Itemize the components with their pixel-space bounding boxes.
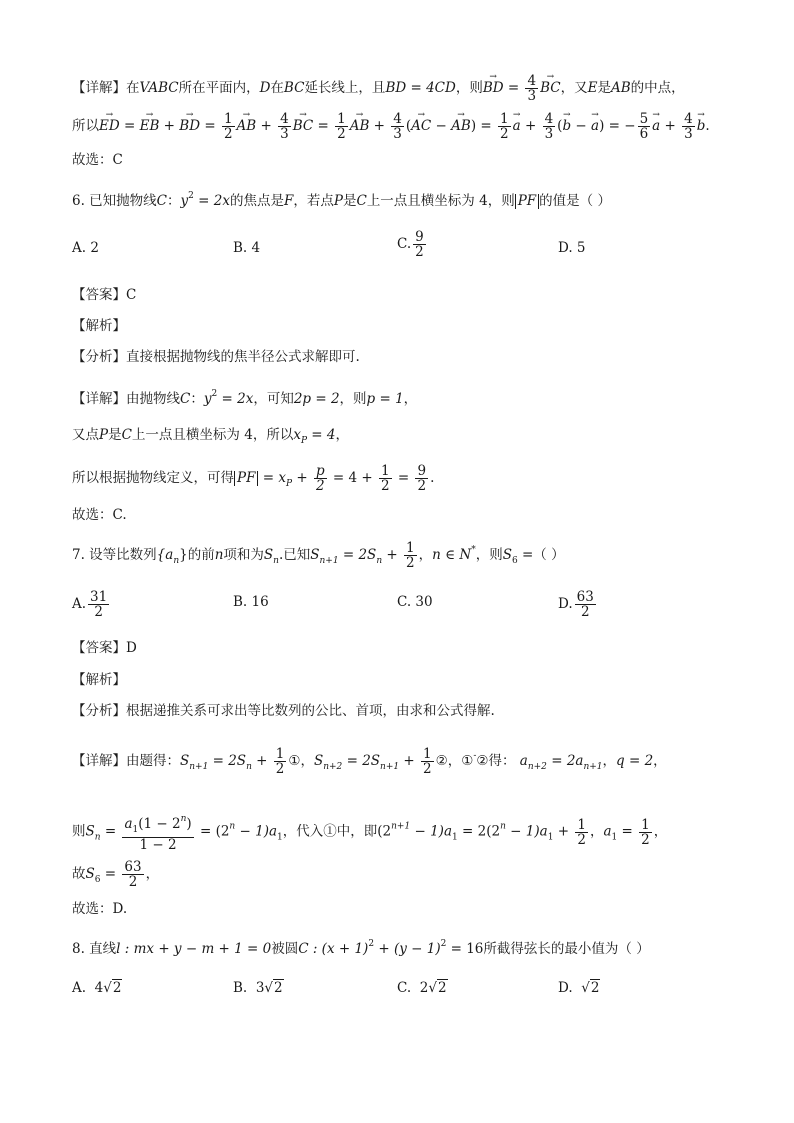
math: } (179, 547, 188, 563)
numerator: 1 (337, 111, 346, 127)
fraction (391, 112, 404, 141)
q7-analysis: 【解析】 (72, 672, 126, 688)
math: a (124, 816, 133, 832)
detail-label: 【详解】 (72, 80, 126, 96)
absolute-value: PF (234, 471, 258, 486)
q7-stem (72, 540, 565, 571)
numerator: 1 (380, 463, 390, 479)
math: S (502, 547, 512, 563)
math: n (214, 547, 224, 563)
text: ，则 (339, 391, 367, 407)
math: = (119, 118, 140, 134)
subscript: 6 (511, 556, 518, 566)
text: ， (653, 753, 667, 769)
subscript: n+1 (189, 762, 209, 772)
math: = 2(2 (457, 823, 501, 840)
denominator: 2 (500, 126, 509, 142)
q7-answer: 【答案】D (72, 640, 137, 656)
math: ( (405, 118, 412, 134)
numerator: 9 (415, 229, 424, 245)
subscript: P (300, 436, 308, 446)
denominator: 2 (580, 604, 590, 620)
absolute-value: PF (515, 194, 539, 209)
fraction (543, 112, 556, 141)
superscript: 2 (440, 939, 447, 949)
radicand: 2 (590, 980, 600, 996)
math: P (99, 427, 109, 443)
q7-option-b: B. 16 (233, 594, 269, 610)
math: − (431, 118, 452, 134)
math: AB (610, 80, 631, 96)
subscript: n+1 (319, 556, 339, 566)
math: S (310, 547, 320, 563)
fraction (88, 590, 109, 619)
math: ) = (470, 118, 497, 134)
q8-stem (72, 934, 650, 959)
square-root: √2 (581, 980, 600, 996)
q6-option-c (397, 230, 428, 259)
math: F (284, 193, 294, 209)
math: C (121, 427, 132, 443)
numerator: 63 (576, 589, 594, 605)
q6-choice: 故选：C. (72, 507, 127, 523)
math: . (430, 470, 435, 486)
math: = (313, 118, 334, 134)
q6-answer: 【答案】C (72, 287, 137, 303)
numerator: 9 (417, 463, 427, 479)
vector: → AB (237, 116, 257, 136)
option-label: D. (558, 980, 573, 996)
q6-fenxi: 【分析】直接根据抛物线的焦半径公式求解即可. (72, 349, 360, 365)
subscript: 6 (94, 875, 101, 885)
text: ， (418, 547, 433, 563)
numerator: 4 (527, 73, 537, 89)
q7-choice: 故选：D. (72, 901, 128, 917)
denominator: 2 (380, 478, 390, 494)
text: 是 (597, 80, 611, 96)
math: = 2S (342, 753, 381, 769)
radicand: 2 (274, 980, 283, 996)
math: + (y − 1) (374, 941, 441, 957)
q6-option-d: D. 5 (558, 240, 586, 256)
math: . (705, 118, 710, 134)
q5-detail-line-2 (72, 112, 710, 141)
math: = (100, 866, 121, 882)
text: 故 (72, 866, 86, 882)
fraction (278, 112, 291, 141)
text: ，又 (560, 80, 588, 96)
q8-option-a (72, 978, 122, 998)
q7-fenxi: 【分析】根据递推关系可求出等比数列的公比、首项，由求和公式得解. (72, 703, 495, 719)
math: + (159, 118, 180, 134)
denominator: 2 (406, 555, 415, 571)
text: 上一点且横坐标为 4，则 (366, 193, 515, 209)
vector: → a (591, 116, 599, 136)
fraction (525, 74, 538, 103)
text: 所以根据抛物线定义，可得 (72, 470, 234, 486)
q5-choice: 故选：C (72, 152, 123, 168)
subscript: n (273, 556, 279, 566)
math: E (587, 80, 598, 96)
subscript: 1 (452, 832, 458, 843)
math: a (519, 753, 528, 769)
fraction (122, 860, 143, 889)
text: 的焦点是 (230, 193, 284, 209)
text: 所截得弦长的最小值为（ ） (483, 941, 650, 957)
numerator: 1 (275, 746, 285, 762)
q6-analysis: 【解析】 (72, 318, 126, 334)
math: + (292, 470, 312, 486)
denominator: 2 (415, 244, 424, 260)
math: = (200, 118, 220, 134)
math: = x (258, 470, 286, 486)
math: = 2S (338, 547, 377, 563)
text: ，若点 (293, 193, 334, 209)
denominator: 6 (639, 126, 649, 142)
text: 【详解】由抛物线 (72, 391, 180, 407)
text: ，则 (475, 547, 503, 563)
denominator: 3 (684, 126, 693, 142)
math: = 2S (208, 753, 247, 769)
math: = (2 (195, 823, 230, 840)
vector: → b (697, 116, 706, 136)
text: ②得： (476, 753, 516, 769)
text: 7. 设等比数列 (72, 547, 157, 563)
fraction (413, 230, 426, 259)
text: 在 (270, 80, 284, 96)
denominator: 2 (577, 831, 586, 848)
math: n ∈ N (432, 547, 472, 563)
subscript: 1 (132, 825, 139, 835)
numerator: 31 (90, 589, 108, 605)
denominator: 2 (128, 874, 138, 890)
fraction (498, 112, 511, 141)
text: ， (145, 866, 160, 882)
text: 上一点且横坐标为 4，所以 (131, 427, 294, 443)
denominator: 2 (94, 604, 103, 620)
text: ，代入①中，即 (282, 823, 378, 840)
vector: → EB (140, 116, 160, 136)
subscript: n (94, 832, 101, 843)
q7-detail-line-3 (72, 860, 159, 890)
math: + (660, 118, 681, 134)
q6-option-b: B. 4 (233, 240, 261, 256)
fraction (421, 747, 434, 776)
denominator: 2 (423, 761, 432, 777)
math: S (263, 547, 274, 563)
q7-option-c: C. 30 (397, 594, 433, 610)
text: .已知 (278, 547, 311, 563)
fraction (379, 464, 392, 493)
text: ， (653, 823, 668, 840)
text: 所在平面内， (178, 80, 260, 96)
numerator: 1 (223, 111, 233, 127)
text: ： (167, 193, 181, 209)
denominator: 3 (544, 126, 554, 142)
fraction (682, 112, 695, 141)
math: C (180, 391, 191, 407)
denominator: 2 (223, 126, 233, 142)
text: =（ ） (517, 547, 565, 563)
denominator: 2 (315, 478, 325, 494)
math: a (603, 823, 612, 840)
numerator: 1 (500, 111, 509, 127)
math: BC (283, 80, 305, 96)
denominator: 2 (337, 126, 346, 142)
math: + (251, 753, 272, 769)
numerator: 5 (639, 111, 649, 127)
math: + (553, 823, 574, 840)
superscript: n (229, 821, 236, 832)
coefficient: 4 (94, 980, 104, 996)
math: VABC (139, 80, 179, 96)
q7-detail-line-2 (72, 812, 667, 852)
vector: → BD (483, 78, 504, 98)
text: ②，① (435, 753, 474, 769)
vector: → BD (179, 116, 200, 136)
text: ： (190, 391, 204, 407)
superscript: n (180, 814, 187, 824)
subscript: n+2 (527, 762, 547, 772)
math: q = 2 (616, 753, 654, 769)
math: (1 − 2 (138, 816, 181, 832)
subscript: P (285, 479, 293, 489)
math: x (293, 427, 301, 443)
math: = 2x (217, 391, 254, 407)
math: 2p = 2 (293, 391, 340, 407)
radicand: 2 (112, 980, 122, 996)
text: 的前 (187, 547, 215, 563)
math: + (382, 547, 403, 563)
denominator: 3 (527, 88, 537, 104)
denominator: 1 − 2 (139, 837, 177, 853)
q7-option-d (558, 590, 598, 619)
vector: → BC (540, 78, 561, 98)
text: 在 (126, 80, 140, 96)
math: + (369, 118, 390, 134)
text: ， (589, 823, 604, 840)
numerator: 4 (393, 111, 402, 127)
math: y (203, 391, 212, 407)
subscript: n+1 (380, 762, 400, 772)
subscript: n (173, 556, 180, 566)
fraction (274, 747, 287, 776)
subscript: n (246, 762, 252, 772)
superscript: 2 (368, 939, 375, 949)
math: S (180, 753, 190, 769)
text: 则 (72, 823, 86, 840)
option-label: B. (233, 980, 248, 996)
superscript: * (471, 545, 476, 555)
math: − 1)a (235, 823, 278, 840)
numerator: 1 (423, 746, 432, 762)
math: = 16 (446, 941, 484, 957)
math: ) = − (599, 118, 636, 134)
option-label: C. (397, 980, 412, 996)
math: C (156, 193, 168, 209)
fraction (575, 590, 596, 619)
superscript: n+1 (391, 821, 411, 832)
text: ，则 (455, 80, 483, 96)
math: D (259, 80, 271, 96)
numerator: 4 (544, 111, 554, 127)
option-label: D. (558, 596, 573, 612)
math: S (313, 753, 324, 769)
q8-option-d (558, 978, 600, 998)
math: = (393, 470, 414, 486)
text: ①， (288, 753, 314, 769)
fraction (415, 464, 428, 493)
subscript: n (376, 556, 383, 566)
coefficient: 3 (255, 980, 265, 996)
text: 的中点， (630, 80, 685, 96)
denominator: 2 (275, 761, 285, 777)
numerator: 4 (684, 111, 693, 127)
math: ) (186, 816, 192, 832)
math: C (356, 193, 367, 209)
text: 被圆 (271, 941, 299, 957)
fraction (404, 541, 417, 570)
option-label: C. (397, 236, 412, 252)
text: ，可知 (253, 391, 294, 407)
math: C : (x + 1) (298, 941, 369, 957)
text: ， (335, 427, 349, 443)
vector: → b (562, 116, 571, 136)
subscript: 1 (277, 832, 283, 843)
vector: → a (513, 116, 521, 136)
math: l : mx + y − m + 1 = 0 (116, 941, 272, 957)
math: = 4 (307, 427, 336, 443)
math: BD = 4CD (385, 80, 456, 96)
text: 又点 (72, 427, 99, 443)
math: = (617, 823, 638, 840)
math: + (256, 118, 277, 134)
numerator: 1 (577, 816, 586, 833)
vector: → a (652, 116, 660, 136)
math: = 2x (193, 193, 230, 209)
superscript: 2 (188, 191, 194, 201)
text: 的值是（ ） (539, 193, 611, 209)
denominator: 3 (280, 126, 289, 142)
vector: → AB (451, 116, 471, 136)
square-root: √2 (264, 980, 283, 996)
q8-option-c (397, 978, 448, 998)
fraction (122, 812, 193, 852)
numerator: 1 (406, 540, 415, 556)
q6-stem (72, 186, 611, 211)
math: + (520, 118, 541, 134)
option-label: A. (72, 596, 87, 612)
math: = (100, 823, 121, 840)
q6-detail-line-3 (72, 464, 434, 494)
subscript: n+1 (583, 762, 603, 772)
subscript: 1 (547, 832, 554, 843)
superscript: n (500, 821, 506, 832)
q6-detail-line-1 (72, 384, 417, 409)
square-root: √2 (428, 980, 447, 996)
text: 是 (342, 193, 357, 209)
text: 延长线上，且 (304, 80, 386, 96)
text: 是 (108, 427, 122, 443)
subscript: 1 (611, 832, 618, 843)
vector: → AB (350, 116, 370, 136)
q7-option-a (72, 590, 111, 619)
denominator: 2 (641, 831, 650, 848)
math: − (571, 118, 592, 134)
subscript: n+2 (323, 762, 343, 772)
math: ( (557, 118, 563, 134)
math: = 4 + (328, 470, 377, 486)
math: P (333, 193, 343, 209)
fraction (639, 818, 652, 847)
square-root: √2 (103, 980, 122, 996)
math: {a (156, 547, 174, 563)
q6-detail-line-2 (72, 425, 349, 451)
fraction (222, 112, 235, 141)
superscript: - (473, 751, 477, 761)
option-label: A. (72, 980, 87, 996)
fraction (638, 112, 651, 141)
math: y (180, 193, 189, 209)
math: S (85, 866, 95, 882)
fraction (575, 818, 588, 847)
numerator: 63 (124, 859, 142, 875)
q8-option-b (233, 978, 284, 998)
q6-option-a: A. 2 (72, 240, 99, 256)
math: = 2a (546, 753, 584, 769)
radicand: 2 (437, 980, 447, 996)
math: p = 1 (366, 391, 404, 407)
q7-detail-line-1 (72, 746, 667, 777)
numerator: 4 (280, 111, 289, 127)
text: 【详解】由题得： (72, 753, 180, 769)
fraction (314, 464, 327, 493)
text: 项和为 (223, 547, 264, 563)
math: S (85, 823, 95, 840)
text: ， (602, 753, 617, 769)
denominator: 3 (393, 126, 402, 142)
q5-detail-line-1 (72, 74, 685, 103)
text: 6. 已知抛物线 (72, 193, 157, 209)
numerator (122, 812, 193, 838)
text: 所以 (72, 118, 99, 134)
numerator: 1 (641, 816, 650, 833)
vector: → AC (411, 116, 431, 136)
vector: → BC (293, 116, 314, 136)
vector: → ED (99, 116, 120, 136)
math: = (503, 80, 524, 96)
math: − 1)a (505, 823, 548, 840)
math: + (399, 753, 420, 769)
math: (2 (377, 823, 392, 840)
text: 8. 直线 (72, 941, 117, 957)
denominator: 2 (417, 478, 427, 494)
superscript: 2 (211, 389, 218, 399)
numerator: p (315, 463, 325, 479)
text: ， (403, 391, 418, 407)
coefficient: 2 (419, 980, 429, 996)
math: − 1)a (410, 823, 453, 840)
fraction (335, 112, 348, 141)
